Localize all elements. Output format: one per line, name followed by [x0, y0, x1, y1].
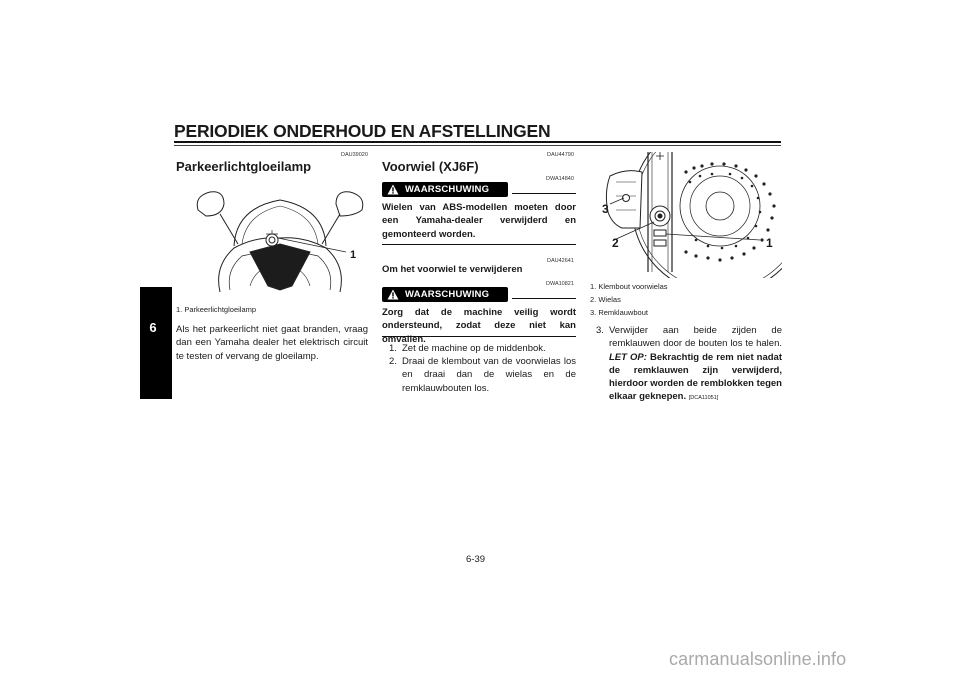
- chapter-number: 6: [149, 320, 157, 335]
- figure-label-3: 3: [602, 202, 609, 216]
- chapter-tab: [140, 287, 172, 399]
- notice-label: LET OP:: [609, 351, 647, 363]
- section-code-front-wheel: DAU44790: [547, 152, 574, 158]
- page-header-title: PERIODIEK ONDERHOUD EN AFSTELLINGEN: [174, 121, 551, 141]
- figure-caption: 2. Wielas: [590, 295, 621, 304]
- warning-triangle-icon: [387, 289, 399, 300]
- list-item: [389, 342, 576, 356]
- warning-text-1: Wielen van ABS-modellen moeten door een Yamaha-dealer verwijderd en gemonteerd worden.: [382, 202, 576, 240]
- list-number: 2.: [389, 356, 397, 367]
- list-item: [596, 324, 782, 404]
- warning-triangle-icon: [387, 184, 399, 195]
- section-heading: Parkeerlichtgloeilamp: [176, 159, 312, 174]
- page-number: 6-39: [466, 554, 486, 565]
- header-rule: [174, 141, 781, 143]
- warning-rule: [512, 193, 576, 194]
- figure-caption: 3. Remklauwbout: [590, 308, 648, 317]
- list-number: 3.: [596, 325, 604, 336]
- warning-text-2: Zorg dat de machine veilig wordt ondersteund, zodat deze niet kan omvallen.: [382, 307, 576, 345]
- warning-end-rule-1: [382, 244, 576, 245]
- notice-code: [DCA11051]: [688, 395, 719, 402]
- subsection-code: DAU42641: [547, 258, 574, 264]
- figure-label-1: 1: [766, 236, 773, 250]
- front-wheel-illustration: [590, 152, 782, 278]
- warning-end-rule-2: [382, 336, 576, 337]
- subsection-heading: Om het voorwiel te verwijderen: [382, 264, 523, 275]
- section-heading-front-wheel: Voorwiel (XJ6F): [382, 159, 479, 174]
- warning-badge-2: [382, 287, 508, 302]
- figure-caption: 1. Parkeerlichtgloeilamp: [176, 305, 257, 314]
- notice-text: Bekrachtig de rem niet nadat de remklauwen zijn verwijderd, hierdoor worden de remblokken tegen elkaar geknepen.: [609, 351, 782, 403]
- step-text: Verwijder aan beide zijden de remklauwen door de bouten los te halen.: [609, 325, 782, 350]
- figure-label-2: 2: [612, 236, 619, 250]
- figure-caption: 1. Klembout voorwielas: [590, 282, 668, 291]
- warning-badge-1: [382, 182, 508, 197]
- header-rule-thin: [174, 145, 781, 146]
- list-number: 1.: [389, 343, 397, 354]
- figure-label-1: 1: [350, 249, 357, 261]
- warning-rule: [512, 298, 576, 299]
- list-text: Zet de machine op de middenbok.: [402, 343, 546, 354]
- list-text: Draai de klembout van de voorwielas los en draai dan de wielas en de remklauwbouten los.: [402, 356, 576, 394]
- warning-code-1: DWA14840: [546, 176, 574, 182]
- list-item: [389, 355, 576, 395]
- body-paragraph: Als het parkeerlicht niet gaat branden, vraag dan een Yamaha dealer het elektrisch circuit te testen of vervang de gloeilamp.: [176, 324, 368, 362]
- parking-light-illustration: [190, 186, 370, 298]
- warning-code-2: DWA10821: [546, 281, 574, 287]
- watermark: carmanualsonline.info: [669, 649, 847, 669]
- section-code: DAU39020: [341, 152, 368, 158]
- list-text: [609, 324, 782, 406]
- warning-label: WAARSCHUWING: [405, 289, 490, 300]
- warning-label: WAARSCHUWING: [405, 184, 490, 195]
